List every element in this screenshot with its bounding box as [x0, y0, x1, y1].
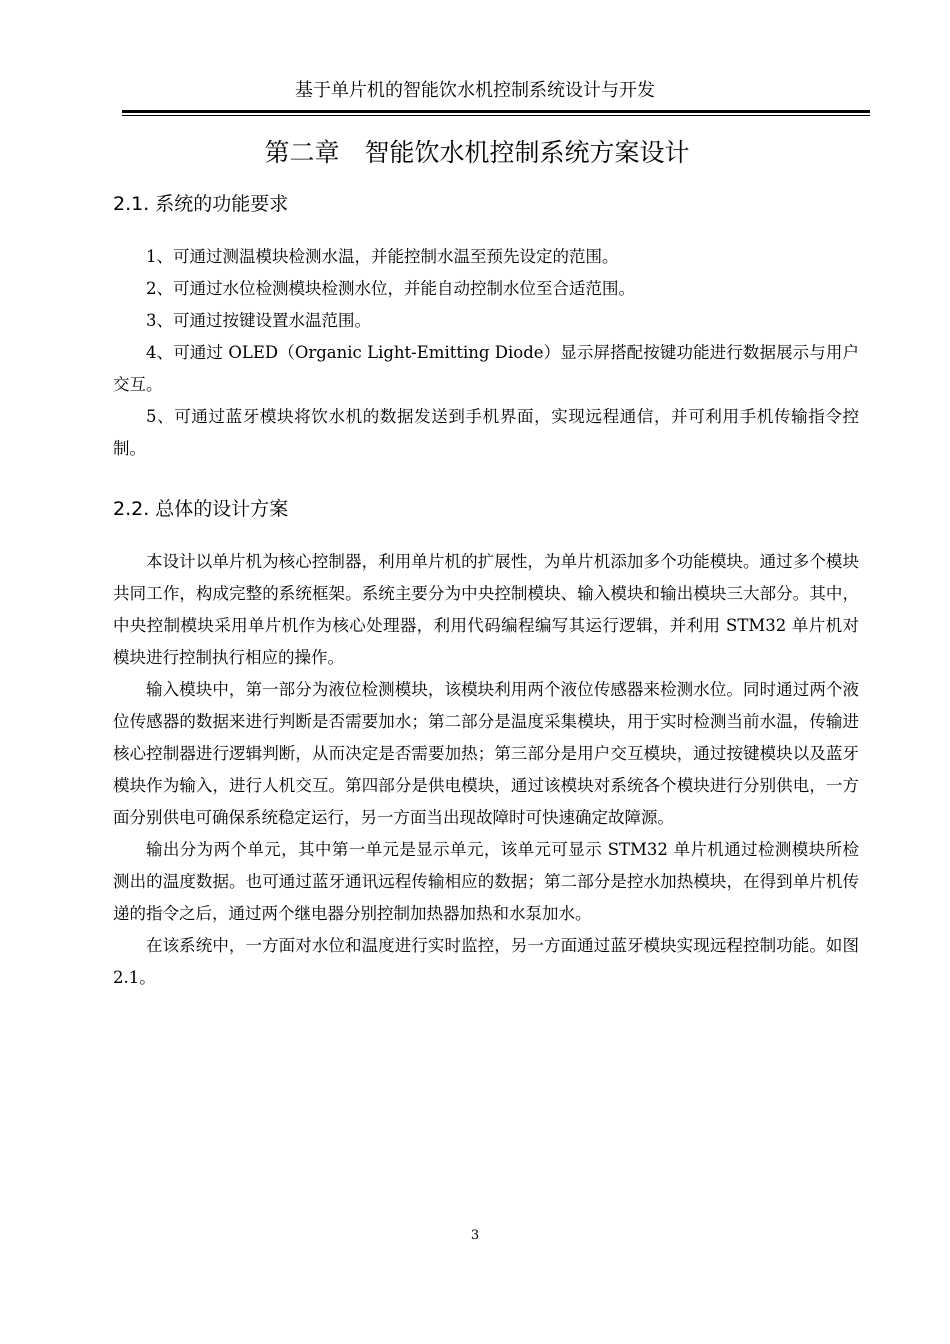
design-paragraph-1: 本设计以单片机为核心控制器，利用单片机的扩展性，为单片机添加多个功能模块。通过多个模块共同工作，构成完整的系统框架。系统主要分为中央控制模块、输入模块和输出模块三大部分。其中，中央控制模块采用单片机作为核心处理器，利用代码编程编写其运行逻辑，并利用 STM32 单片机对模块进行控制执行相应的操作。: [113, 552, 859, 667]
section-2-1-body: [113, 241, 859, 465]
header-rule-thick: [122, 110, 870, 113]
design-paragraph-3: 输出分为两个单元，其中第一单元是显示单元，该单元可显示 STM32 单片机通过检测模块所检测出的温度数据。也可通过蓝牙通讯远程传输相应的数据；第二部分是控水加热模块，在得到单片机传递的指令之后，通过两个继电器分别控制加热器加热和水泵加水。: [113, 840, 859, 923]
header-rule-thin: [122, 115, 870, 116]
requirement-item-2: 2、可通过水位检测模块检测水位，并能自动控制水位至合适范围。: [146, 279, 635, 298]
requirement-item-5: 5、可通过蓝牙模块将饮水机的数据发送到手机界面，实现远程通信，并可利用手机传输指令控制。: [113, 407, 859, 458]
section-heading-2-2: 2.2. 总体的设计方案: [113, 498, 289, 520]
section-2-2-body: [113, 546, 859, 994]
chapter-title: 第二章 智能饮水机控制系统方案设计: [264, 138, 690, 167]
page-header: 基于单片机的智能饮水机控制系统设计与开发: [295, 80, 655, 101]
design-paragraph-4: 在该系统中，一方面对水位和温度进行实时监控，另一方面通过蓝牙模块实现远程控制功能。如图 2.1。: [113, 936, 859, 987]
design-paragraph-2: 输入模块中，第一部分为液位检测模块，该模块利用两个液位传感器来检测水位。同时通过两个液位传感器的数据来进行判断是否需要加水；第二部分是温度采集模块，用于实时检测当前水温，传输进核心控制器进行逻辑判断，从而决定是否需要加热；第三部分是用户交互模块，通过按键模块以及蓝牙模块作为输入，进行人机交互。第四部分是供电模块，通过该模块对系统各个模块进行分别供电，一方面分别供电可确保系统稳定运行，另一方面当出现故障时可快速确定故障源。: [113, 680, 859, 827]
requirement-item-4: 4、可通过 OLED（Organic Light-Emitting Diode）显示屏搭配按键功能进行数据展示与用户交互。: [113, 343, 859, 394]
requirement-item-3: 3、可通过按键设置水温范围。: [146, 311, 371, 330]
requirement-item-1: 1、可通过测温模块检测水温，并能控制水温至预先设定的范围。: [146, 247, 619, 266]
section-heading-2-1: 2.1. 系统的功能要求: [113, 193, 289, 215]
page-number: 3: [470, 1228, 480, 1243]
